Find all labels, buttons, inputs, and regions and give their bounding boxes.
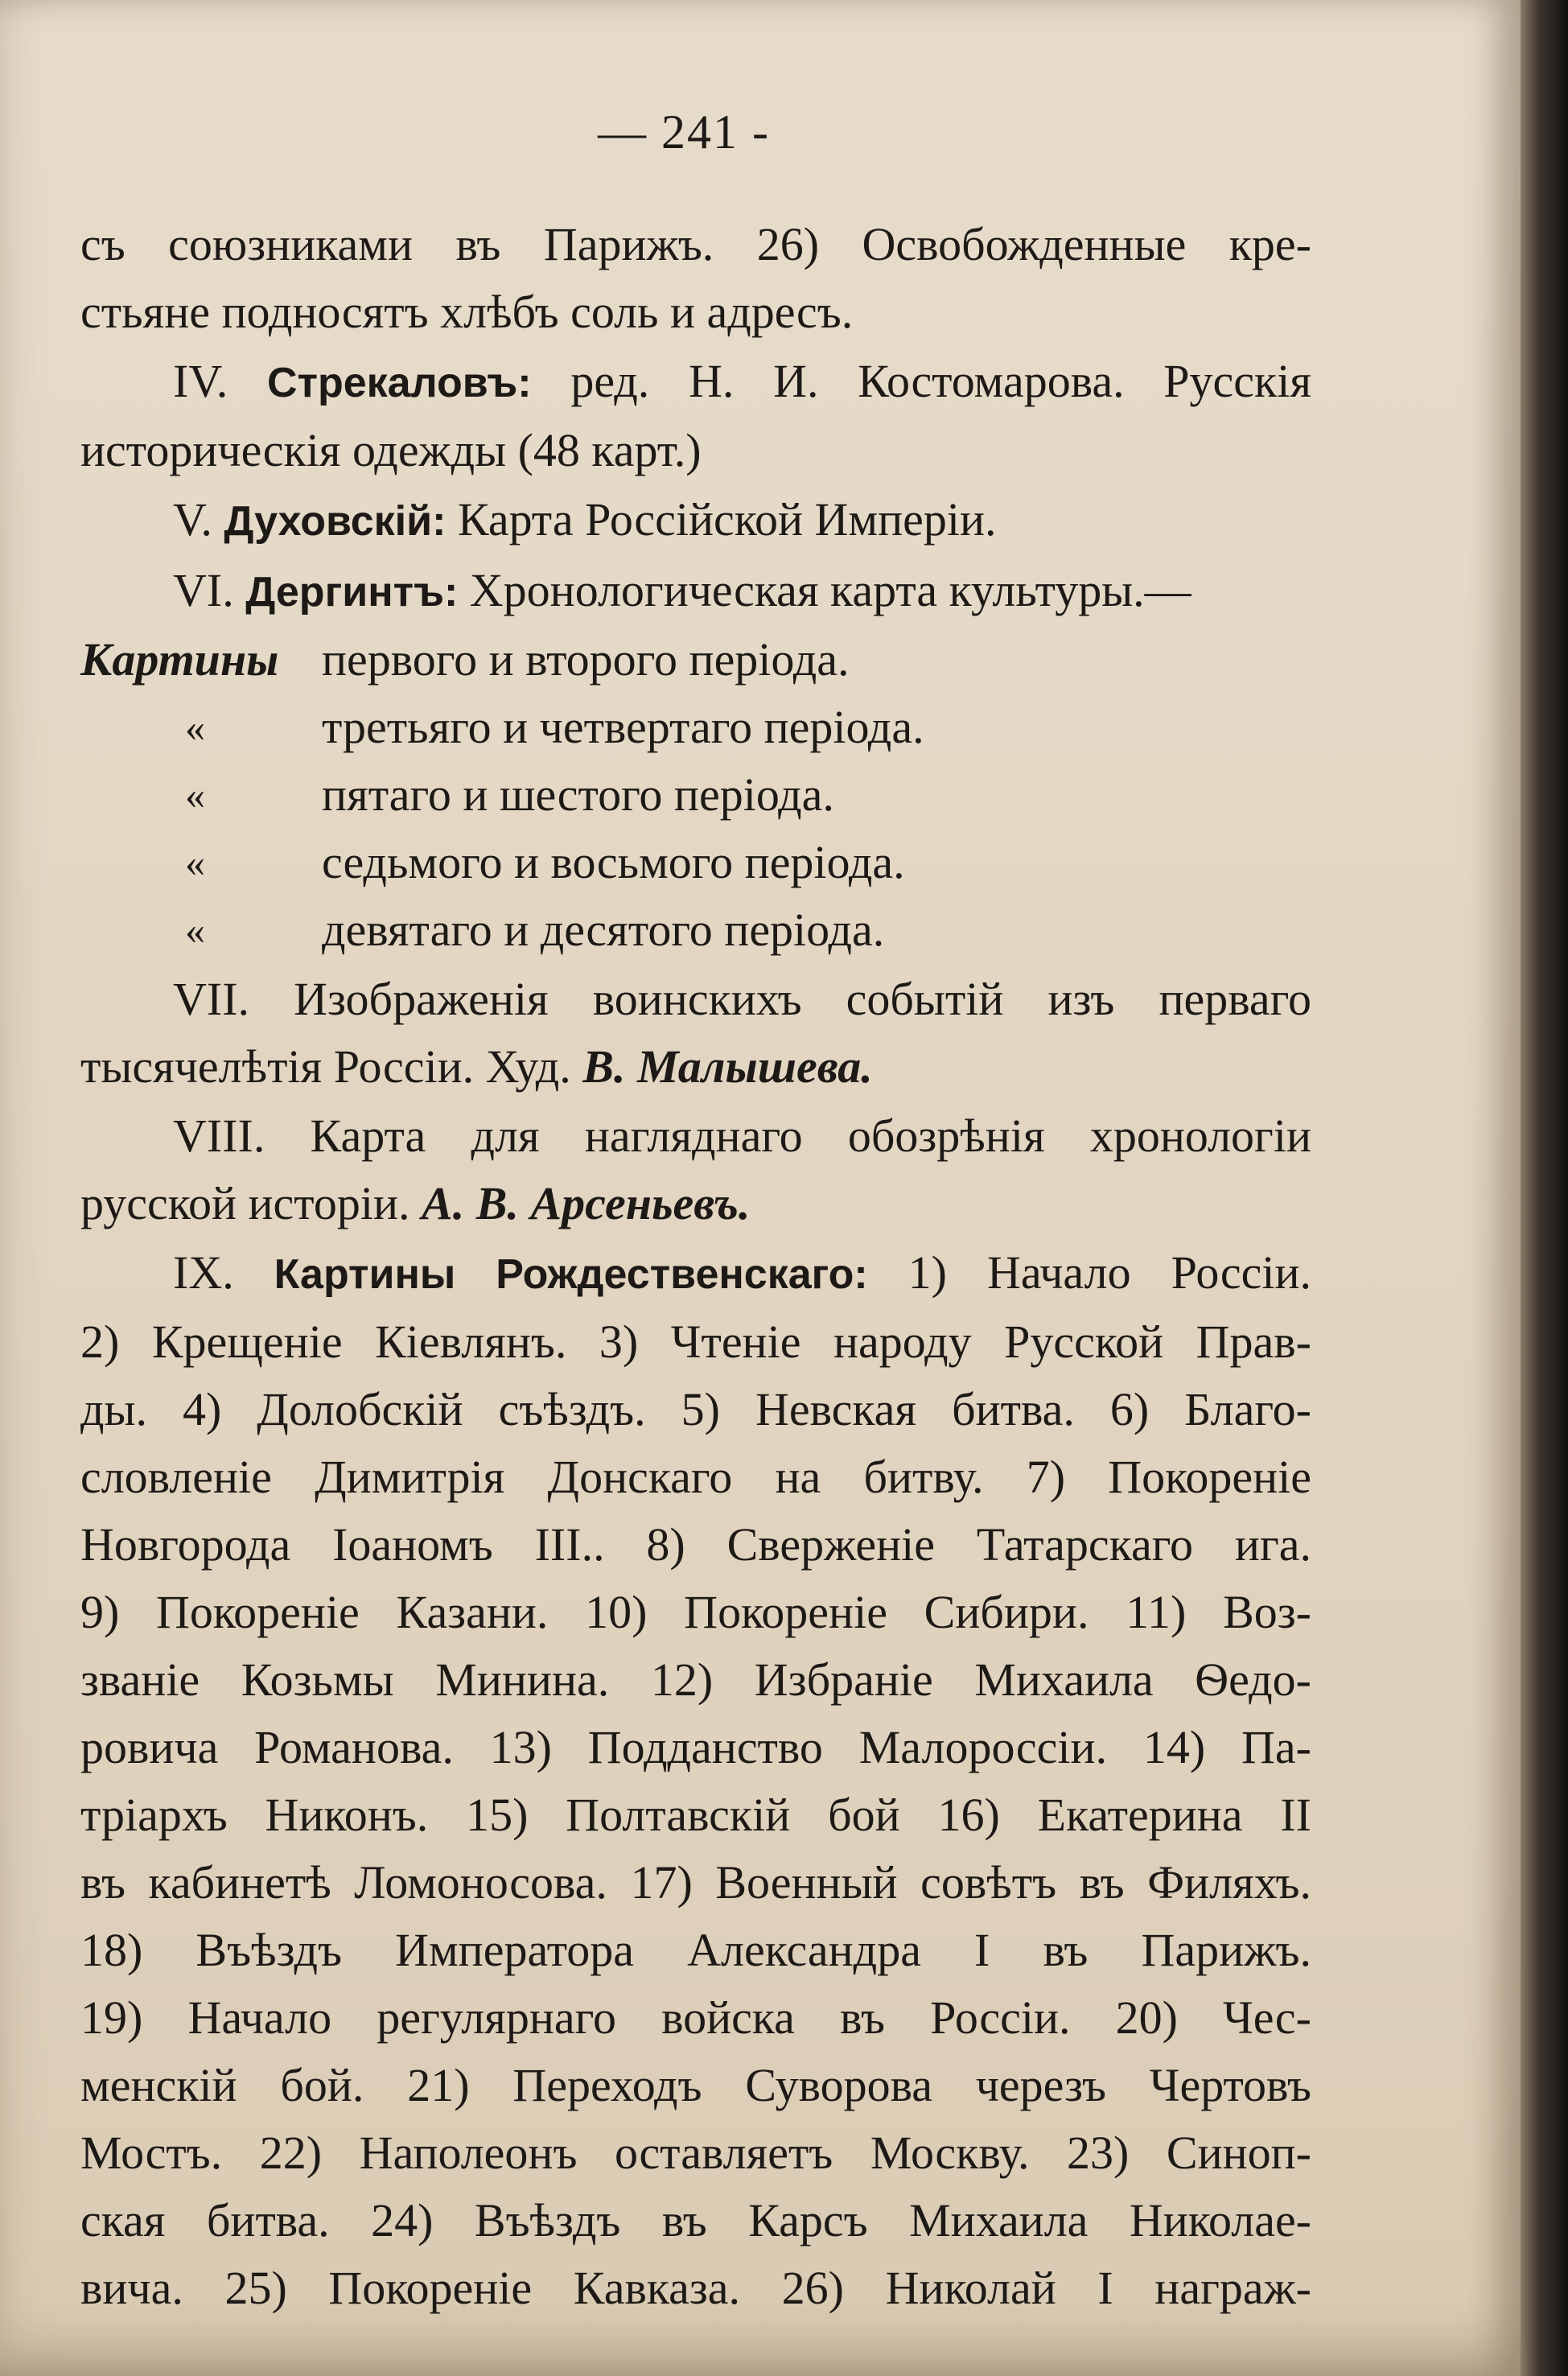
section-text: Хронологическая карта культуры.— bbox=[458, 564, 1191, 616]
text-line: словленіе Димитрія Донскаго на битву. 7) Покореніе bbox=[80, 1451, 1311, 1503]
list-item-text: пятаго и шестого періода. bbox=[322, 768, 834, 821]
section-iv bbox=[80, 348, 1311, 417]
list-item-text: девятаго и десятого періода. bbox=[322, 904, 885, 956]
text-line: ды. 4) Долобскій съѣздъ. 5) Невская битва. 6) Благо- bbox=[80, 1383, 1311, 1435]
text-line: съ союзниками въ Парижъ. 26) Освобожденные кре- bbox=[80, 218, 1311, 270]
section-text: ред. Н. И. Костомарова. Русскія bbox=[531, 355, 1312, 407]
text-line: 2) Крещеніе Кіевлянъ. 3) Чтеніе народу Русской Прав- bbox=[80, 1316, 1311, 1368]
list-item bbox=[80, 829, 1311, 896]
section-text: Карта Россійской Имперіи. bbox=[446, 493, 997, 546]
text-fragment: тысячелѣтія Россіи. Худ. bbox=[80, 1040, 583, 1093]
text-line: ровича Романова. 13) Подданство Малороссіи. 14) Па- bbox=[80, 1721, 1311, 1773]
author-name: А. В. Арсеньевъ. bbox=[422, 1177, 751, 1229]
ditto-mark: « bbox=[185, 840, 205, 885]
section-number: VI. bbox=[173, 564, 234, 616]
text-line: въ кабинетѣ Ломоносова. 17) Военный совѣтъ въ Филяхъ. bbox=[80, 1856, 1311, 1909]
section-number: IX. bbox=[173, 1246, 234, 1299]
text-line: стьяне подносятъ хлѣбъ соль и адресъ. bbox=[80, 286, 854, 338]
ditto-mark: « bbox=[185, 772, 205, 817]
page-text bbox=[80, 211, 1311, 2322]
list-item bbox=[80, 896, 1311, 964]
list-item-text: седьмого и восьмого періода. bbox=[322, 836, 905, 888]
author-name: Стрекаловъ: bbox=[266, 360, 532, 406]
section-ix bbox=[80, 1239, 1311, 1308]
text-line: 9) Покореніе Казани. 10) Покореніе Сибири. 11) Воз- bbox=[80, 1586, 1311, 1638]
text-line: менскій бой. 21) Переходъ Суворова черезъ Чертовъ bbox=[80, 2059, 1311, 2111]
text-line: 19) Начало регулярнаго войска въ Россіи. 20) Чес- bbox=[80, 1991, 1311, 2044]
text-fragment: русской исторіи. bbox=[80, 1177, 422, 1229]
text-line: 18) Въѣздъ Императора Александра I въ Парижъ. bbox=[80, 1924, 1311, 1976]
text-line: тріархъ Никонъ. 15) Полтавскій бой 16) Екатерина II bbox=[80, 1789, 1311, 1841]
section-number: V. bbox=[173, 493, 212, 546]
text-line: историческія одежды (48 карт.) bbox=[80, 424, 702, 476]
kartiny-label: Картины bbox=[80, 633, 279, 686]
ditto-mark: « bbox=[185, 908, 205, 953]
text-line: вича. 25) Покореніе Кавказа. 26) Николай I награж- bbox=[80, 2262, 1311, 2314]
text-line bbox=[80, 1033, 1311, 1101]
text-line: VII. Изображенія воинскихъ событій изъ перваго bbox=[173, 973, 1311, 1025]
list-item-text: третьяго и четвертаго періода. bbox=[322, 701, 924, 753]
ditto-mark: « bbox=[185, 705, 205, 750]
author-name: Картины Рождественскаго: bbox=[274, 1251, 868, 1298]
section-text: 1) Начало Россіи. bbox=[867, 1246, 1311, 1299]
list-item bbox=[80, 761, 1311, 829]
artist-name: В. Малышева. bbox=[582, 1040, 873, 1093]
section-number: IV. bbox=[173, 355, 228, 407]
text-line: ская битва. 24) Въѣздъ въ Карсъ Михаила Николае- bbox=[80, 2194, 1311, 2246]
text-line: VIII. Карта для нагляднаго обозрѣнія хронологіи bbox=[173, 1110, 1311, 1162]
author-name: Духовскій: bbox=[224, 498, 447, 545]
author-name: Дергинтъ: bbox=[245, 569, 459, 616]
page-edge-shadow bbox=[1521, 0, 1568, 2376]
section-v bbox=[80, 486, 1311, 555]
section-vi bbox=[80, 557, 1311, 626]
list-item bbox=[80, 694, 1311, 761]
list-item-text: первого и второго періода. bbox=[322, 633, 850, 686]
text-line: званіе Козьмы Минина. 12) Избраніе Михаила Ѳедо- bbox=[80, 1653, 1311, 1706]
page-number: — 241 - bbox=[598, 105, 770, 159]
list-item bbox=[80, 626, 1311, 694]
text-line: Новгорода Іоаномъ III.. 8) Сверженіе Татарскаго ига. bbox=[80, 1518, 1311, 1571]
text-line bbox=[80, 1170, 1311, 1237]
text-line: Мостъ. 22) Наполеонъ оставляетъ Москву. 23) Синоп- bbox=[80, 2127, 1311, 2179]
